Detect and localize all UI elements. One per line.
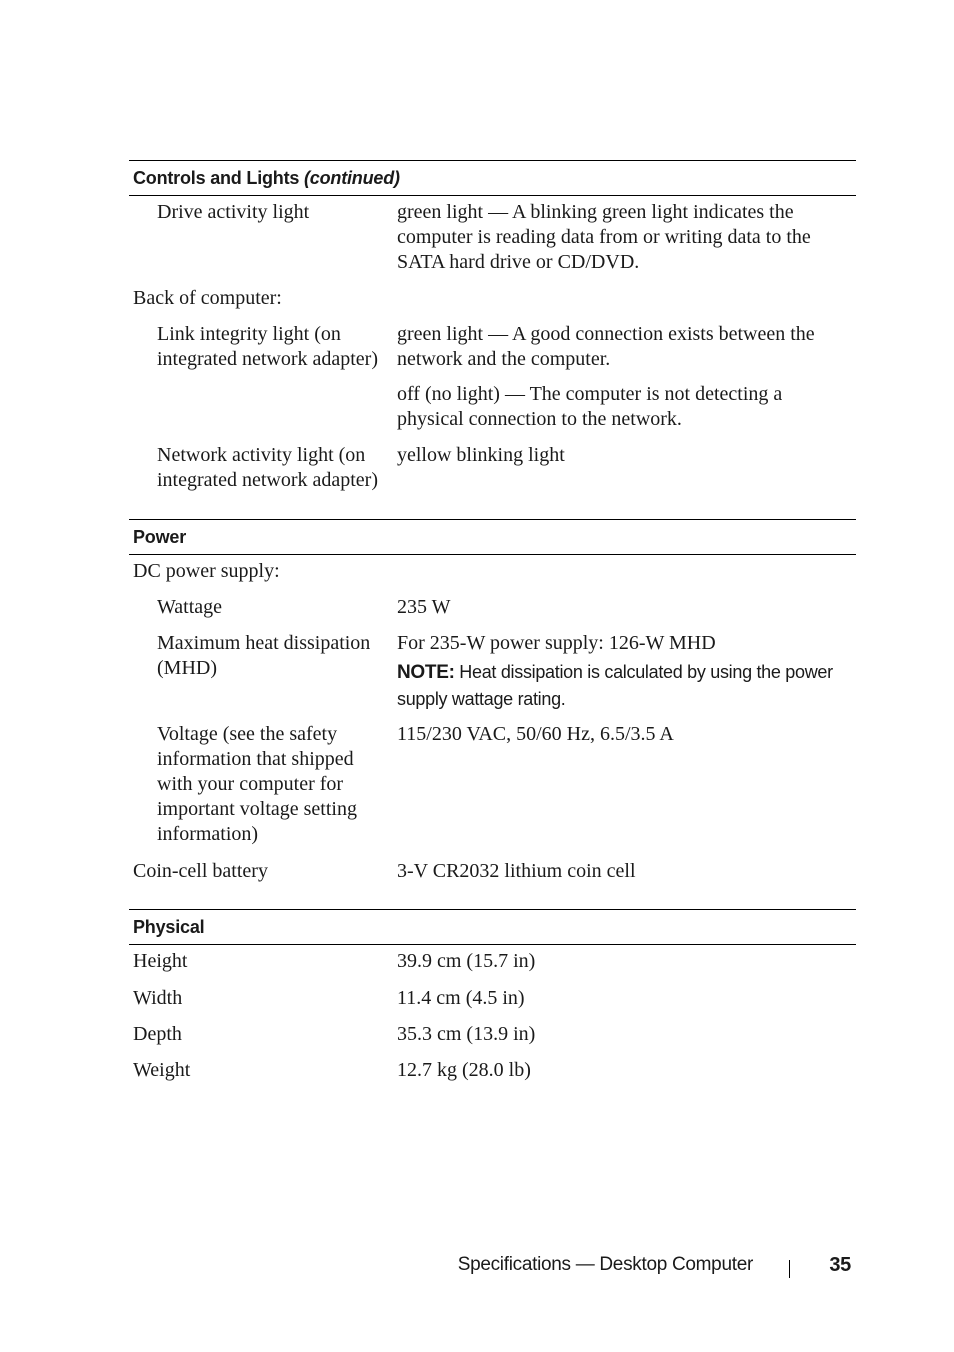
spec-label: Depth <box>133 1023 182 1045</box>
spec-group-label: DC power supply: <box>133 560 280 582</box>
spec-value: 35.3 cm (13.9 in) <box>397 1023 536 1045</box>
spec-value-group <box>397 631 852 712</box>
spec-label: Weight <box>133 1059 191 1081</box>
continued-label: (continued) <box>304 168 400 188</box>
spec-value: green light — A blinking green light indicates the computer is reading data from or writing data to the SATA hard drive or CD/DVD. <box>397 201 811 273</box>
spec-label: Network activity light (on integrated network adapter) <box>157 444 379 491</box>
spec-label: Voltage (see the safety information that shipped with your computer for important voltage setting information) <box>157 723 357 845</box>
note-text: Heat dissipation is calculated by using the power supply wattage rating. <box>397 662 833 709</box>
footer-title: Specifications — Desktop Computer <box>457 1254 753 1275</box>
spec-label: Coin-cell battery <box>133 860 268 882</box>
spec-label: Link integrity light (on integrated network adapter) <box>157 323 379 370</box>
spec-value: 3-V CR2032 lithium coin cell <box>397 860 636 882</box>
spec-value: 12.7 kg (28.0 lb) <box>397 1059 531 1081</box>
footer-divider <box>789 1260 790 1278</box>
section-title: Power <box>133 527 187 547</box>
page-footer <box>0 1254 954 1282</box>
section-title: Controls and Lights <box>133 168 300 188</box>
spec-value: 235 W <box>397 596 451 618</box>
spec-group-label: Back of computer: <box>133 287 282 309</box>
spec-label: Drive activity light <box>157 201 310 223</box>
note-keyword: NOTE: <box>397 662 455 683</box>
spec-value: 11.4 cm (4.5 in) <box>397 987 525 1009</box>
page-number: 35 <box>829 1254 851 1276</box>
spec-label: Maximum heat dissipation (MHD) <box>157 632 371 679</box>
section-header-power <box>129 519 856 555</box>
spec-value: off (no light) — The computer is not detecting a physical connection to the network. <box>397 383 783 430</box>
spec-value: 39.9 cm (15.7 in) <box>397 950 536 972</box>
spec-value: For 235-W power supply: 126-W MHD <box>397 632 716 654</box>
section-header-controls <box>129 160 856 196</box>
spec-label: Wattage <box>157 596 223 618</box>
spec-value: 115/230 VAC, 50/60 Hz, 6.5/3.5 A <box>397 723 674 745</box>
spec-label: Width <box>133 987 183 1009</box>
spec-value: green light — A good connection exists between the network and the computer. <box>397 323 815 370</box>
note-block <box>397 659 852 712</box>
spec-value: yellow blinking light <box>397 444 565 466</box>
section-header-physical <box>129 909 856 945</box>
spec-label: Height <box>133 950 188 972</box>
section-title: Physical <box>133 917 205 937</box>
